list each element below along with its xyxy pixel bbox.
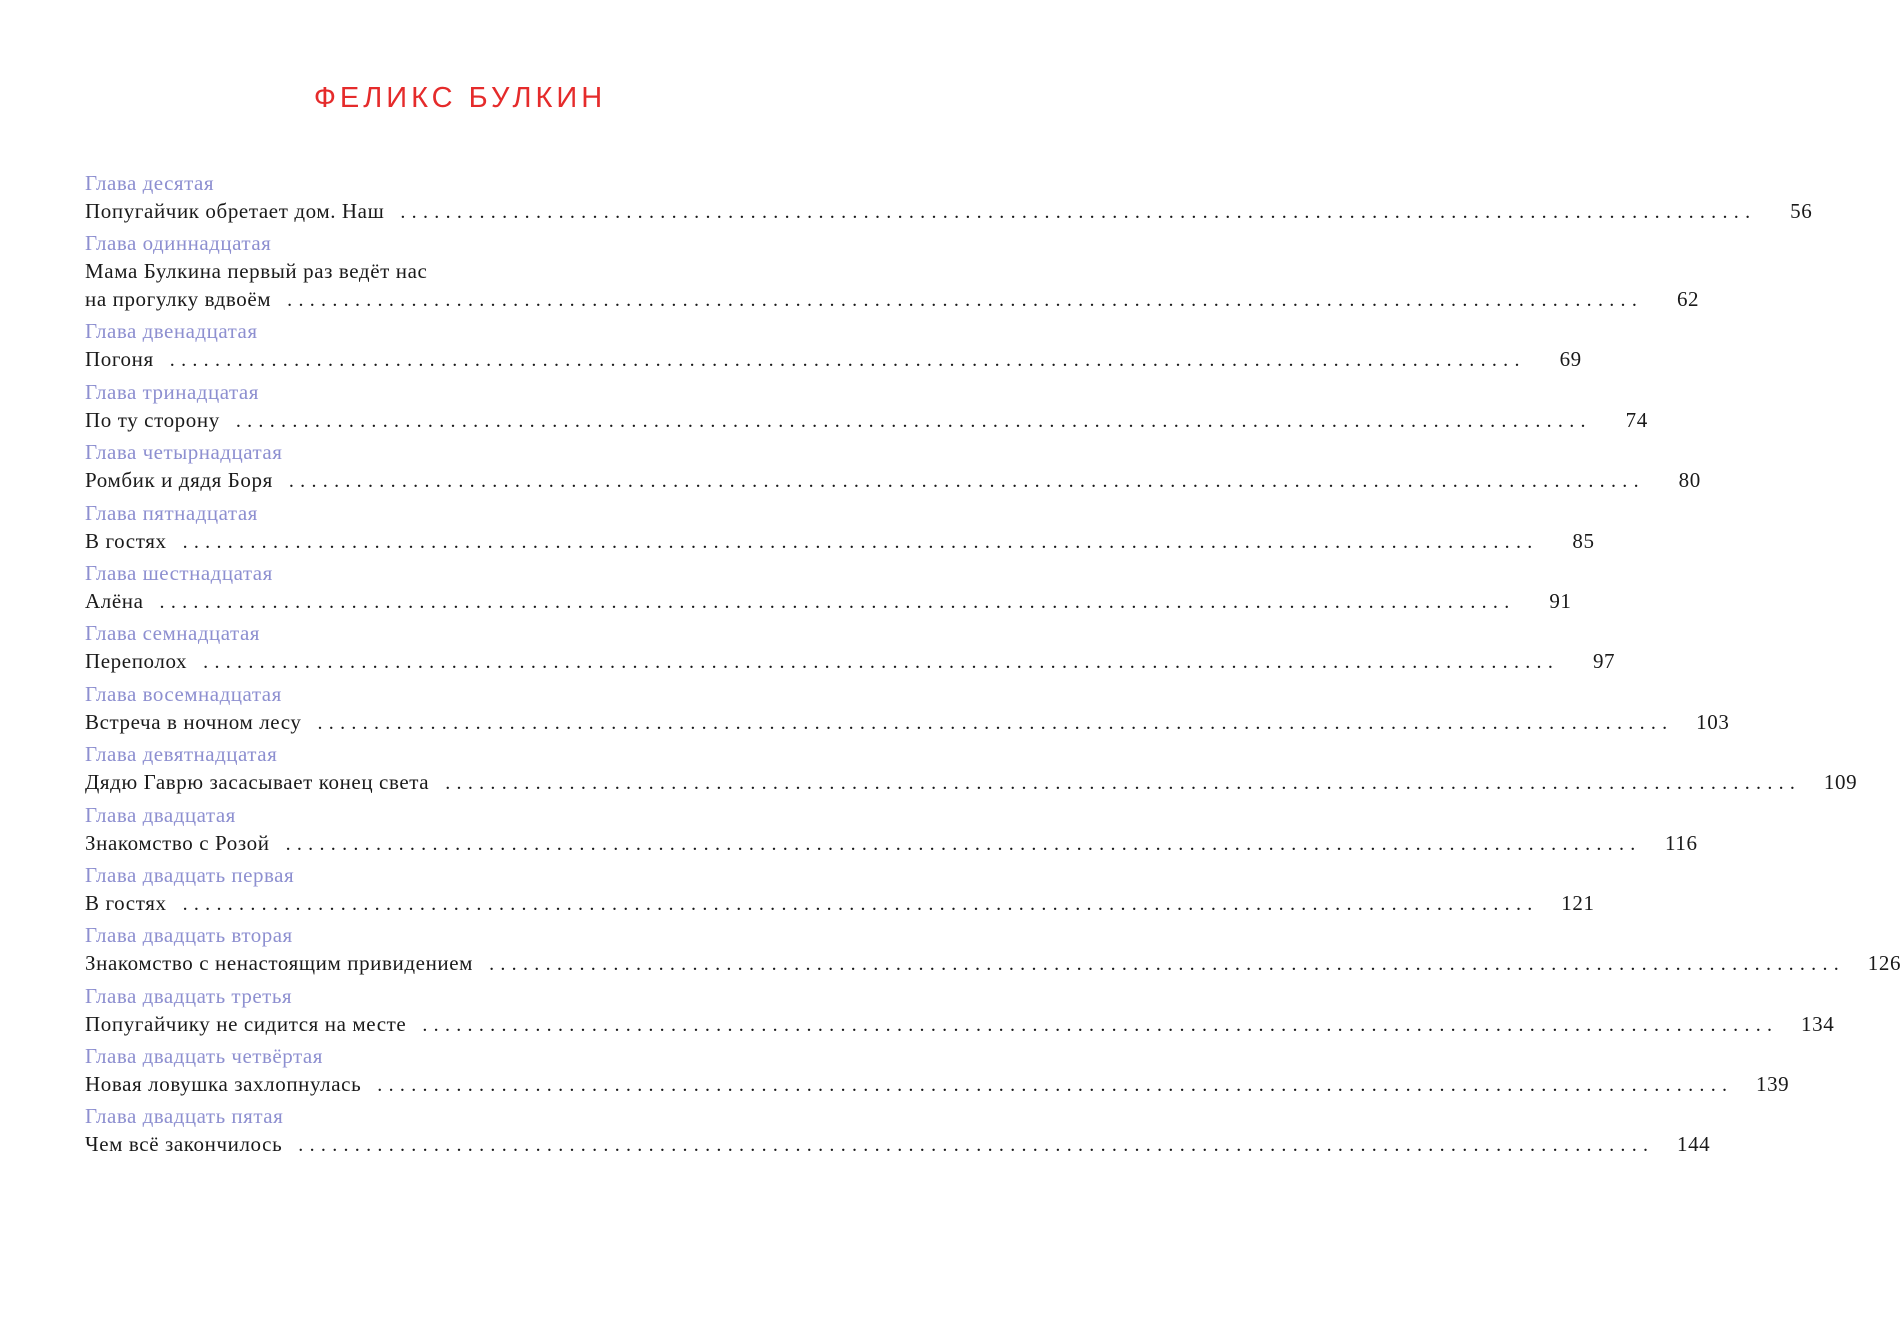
dot-leader: ........................................................................................................................ [287, 289, 1644, 312]
toc-entry [85, 229, 1700, 317]
chapter-label: Глава двадцать первая [85, 862, 295, 887]
toc-entry [85, 861, 1595, 921]
chapter-label: Глава двадцать третья [85, 983, 293, 1008]
toc-entry [85, 801, 1698, 861]
dot-leader: ........................................................................................................................ [288, 470, 1645, 493]
chapter-title: Чем всё закончилось [85, 1132, 283, 1157]
toc-entry [85, 499, 1595, 559]
page-number: 69 [1559, 347, 1582, 372]
chapter-title: Встреча в ночном лесу [85, 709, 302, 734]
chapter-title-row [85, 949, 1901, 978]
chapter-title: на прогулку вдвоём [85, 287, 272, 312]
dot-leader: ........................................................................................................................ [317, 711, 1674, 734]
dot-leader: ........................................................................................................................ [489, 953, 1846, 976]
page-number: 139 [1755, 1072, 1790, 1097]
chapter-title-row [85, 829, 1698, 858]
toc-entry [85, 740, 1858, 800]
chapter-label: Глава одиннадцатая [85, 231, 272, 256]
toc-entry [85, 559, 1572, 619]
chapter-title-row [85, 708, 1730, 737]
chapter-label: Глава семнадцатая [85, 621, 260, 646]
chapter-title: Попугайчик обретает дом. Наш [85, 199, 385, 223]
chapter-title-line: Мама Булкина первый раз ведёт нас [85, 259, 428, 284]
chapter-label: Глава четырнадцатая [85, 440, 283, 465]
dot-leader: ........................................................................................................................ [298, 1134, 1655, 1157]
chapter-title-row [85, 466, 1701, 495]
page-number: 109 [1823, 770, 1858, 795]
chapter-title-row [85, 406, 1648, 435]
toc-entry [85, 1102, 1711, 1162]
chapter-label: Глава девятнадцатая [85, 742, 278, 767]
page-number: 134 [1801, 1011, 1835, 1036]
chapter-label: Глава двадцатая [85, 802, 236, 827]
chapter-label: Глава двенадцатая [85, 319, 258, 344]
toc-entry [85, 317, 1582, 377]
page-number: 116 [1665, 830, 1698, 855]
chapter-title-row [85, 587, 1572, 616]
dot-leader: ........................................................................................................................ [235, 409, 1592, 432]
toc-entry [85, 1042, 1790, 1102]
chapter-title: По ту сторону [85, 407, 220, 432]
dot-leader: ........................................................................................................................ [169, 349, 1526, 372]
dot-leader: ........................................................................................................................ [422, 1013, 1779, 1036]
page-number: 126 [1867, 951, 1901, 976]
chapter-title-row [85, 1010, 1835, 1039]
chapter-label: Глава восемнадцатая [85, 681, 282, 706]
chapter-title-row [85, 768, 1858, 797]
chapter-label: Глава двадцать пятая [85, 1104, 284, 1129]
chapter-title: Знакомство с Розой [85, 830, 270, 855]
chapter-label: Глава десятая [85, 171, 214, 195]
chapter-title: Алёна [85, 588, 144, 613]
toc-entry [85, 619, 1616, 679]
book-title: ФЕЛИКС БУЛКИН [313, 82, 607, 114]
page-number: 74 [1625, 407, 1648, 432]
page-number: 103 [1696, 709, 1730, 734]
chapter-label: Глава шестнадцатая [85, 560, 273, 585]
chapter-title-row [85, 345, 1582, 374]
chapter-label: Глава пятнадцатая [85, 500, 258, 525]
chapter-title-row [85, 285, 1700, 314]
chapter-title-row [85, 1070, 1790, 1099]
toc-entry [85, 438, 1701, 498]
page-number: 85 [1572, 528, 1595, 553]
dot-leader: ........................................................................................................................ [400, 201, 1757, 223]
chapter-title: Дядю Гаврю засасывает конец света [85, 770, 430, 795]
page-number: 91 [1549, 588, 1572, 613]
chapter-title: В гостях [85, 528, 167, 553]
toc-entry [85, 169, 1813, 229]
dot-leader: ........................................................................................................................ [182, 530, 1539, 553]
dot-leader: ........................................................................................................................ [182, 892, 1539, 915]
dot-leader: ........................................................................................................................ [159, 590, 1516, 613]
page-number: 121 [1561, 890, 1595, 915]
chapter-title-row [85, 889, 1595, 918]
chapter-title-row [85, 1130, 1711, 1159]
chapter-title: Погоня [85, 347, 154, 372]
chapter-title: Попугайчику не сидится на месте [85, 1011, 407, 1036]
chapter-title-row [85, 197, 1813, 226]
chapter-title: Ромбик и дядя Боря [85, 468, 273, 493]
chapter-label: Глава двадцать вторая [85, 923, 293, 948]
dot-leader: ........................................................................................................................ [285, 832, 1642, 855]
toc-entry [85, 378, 1648, 438]
chapter-title: В гостях [85, 890, 167, 915]
page-number: 144 [1676, 1132, 1711, 1157]
chapter-title-row [85, 647, 1616, 676]
dot-leader: ........................................................................................................................ [377, 1074, 1734, 1097]
toc-entry [85, 982, 1835, 1042]
page-number: 62 [1676, 287, 1700, 312]
toc-entry [85, 921, 1901, 981]
page-number: 80 [1678, 468, 1701, 493]
toc-entry [85, 680, 1730, 740]
dot-leader: ........................................................................................................................ [445, 772, 1802, 795]
chapter-label: Глава двадцать четвёртая [85, 1044, 323, 1069]
dot-leader: ........................................................................................................................ [203, 651, 1560, 674]
chapter-title: Знакомство с ненастоящим привидением [85, 951, 474, 976]
page-number: 56 [1790, 199, 1813, 223]
page-number: 97 [1592, 649, 1616, 674]
chapter-title: Новая ловушка захлопнулась [85, 1072, 362, 1097]
table-of-contents [85, 169, 1901, 1163]
chapter-title-row [85, 527, 1595, 556]
chapter-label: Глава тринадцатая [85, 379, 259, 404]
chapter-title: Переполох [85, 649, 188, 674]
